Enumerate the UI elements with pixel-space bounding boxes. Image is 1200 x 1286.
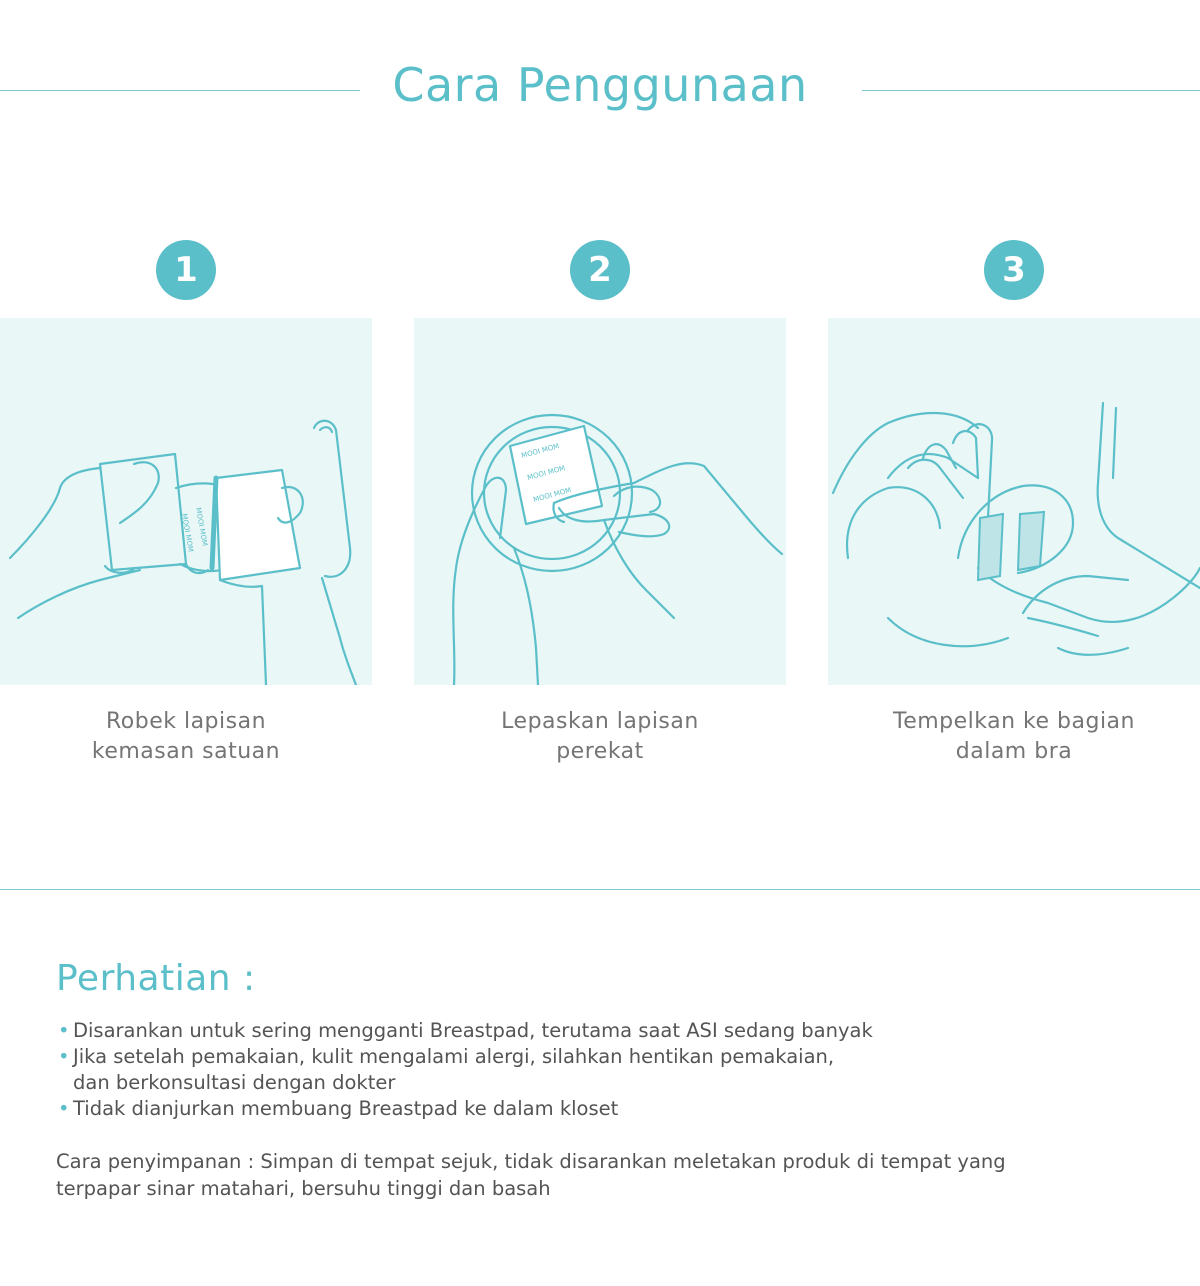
- pad-brand-text: MOOI MOM: [180, 512, 195, 553]
- step-caption: [414, 707, 786, 767]
- pad-brand-text: MOOI MOM: [526, 464, 567, 482]
- step-1-illustration: [0, 318, 372, 685]
- storage-note: [56, 1148, 1156, 1202]
- pad-brand-text: MOOI MOM: [194, 506, 209, 547]
- bullet-icon: •: [58, 1045, 70, 1068]
- caption-line: dalam bra: [955, 739, 1073, 764]
- caption-line: Lepaskan lapisan: [501, 709, 699, 734]
- list-item: [56, 1018, 1156, 1044]
- note-text: Jika setelah pemakaian, kulit mengalami alergi, silahkan hentikan pemakaian,: [73, 1045, 835, 1068]
- note-text: Tidak dianjurkan membuang Breastpad ke dalam kloset: [73, 1097, 619, 1120]
- caption-line: Robek lapisan: [105, 709, 267, 734]
- step-number-badge: 1: [156, 240, 216, 300]
- section-divider: [0, 889, 1200, 890]
- page-title: Cara Penggunaan: [392, 58, 808, 112]
- list-item: [56, 1096, 1156, 1122]
- caption-line: Tempelkan ke bagian: [893, 709, 1135, 734]
- note-text: Disarankan untuk sering mengganti Breastpad, terutama saat ASI sedang banyak: [73, 1019, 873, 1042]
- step-3: [828, 240, 1200, 767]
- step-number-badge: 3: [984, 240, 1044, 300]
- step-2-illustration: [414, 318, 786, 685]
- hands-tearing-package-icon: [0, 318, 372, 685]
- pad-brand-text: MOOI MOM: [520, 442, 561, 460]
- notes-title: Perhatian :: [56, 958, 256, 999]
- storage-line: Cara penyimpanan : Simpan di tempat sejuk, tidak disarankan meletakan produk di tempat yang: [56, 1150, 1006, 1173]
- step-caption: [0, 707, 372, 767]
- pad-brand-text: MOOI MOM: [532, 486, 573, 504]
- step-1: [0, 240, 372, 767]
- step-2: [414, 240, 786, 767]
- step-number-badge: 2: [570, 240, 630, 300]
- bullet-icon: •: [58, 1019, 70, 1042]
- list-item: [56, 1044, 1156, 1096]
- caption-line: kemasan satuan: [91, 739, 281, 764]
- note-text: dan berkonsultasi dengan dokter: [73, 1071, 396, 1094]
- bullet-icon: •: [58, 1097, 70, 1120]
- hands-placing-pad-in-bra-icon: [828, 318, 1200, 685]
- caption-line: perekat: [556, 739, 644, 764]
- hands-peeling-adhesive-icon: [414, 318, 786, 685]
- notes-list: [56, 1018, 1156, 1122]
- step-caption: [828, 707, 1200, 767]
- storage-line: terpapar sinar matahari, bersuhu tinggi dan basah: [56, 1177, 551, 1200]
- step-3-illustration: [828, 318, 1200, 685]
